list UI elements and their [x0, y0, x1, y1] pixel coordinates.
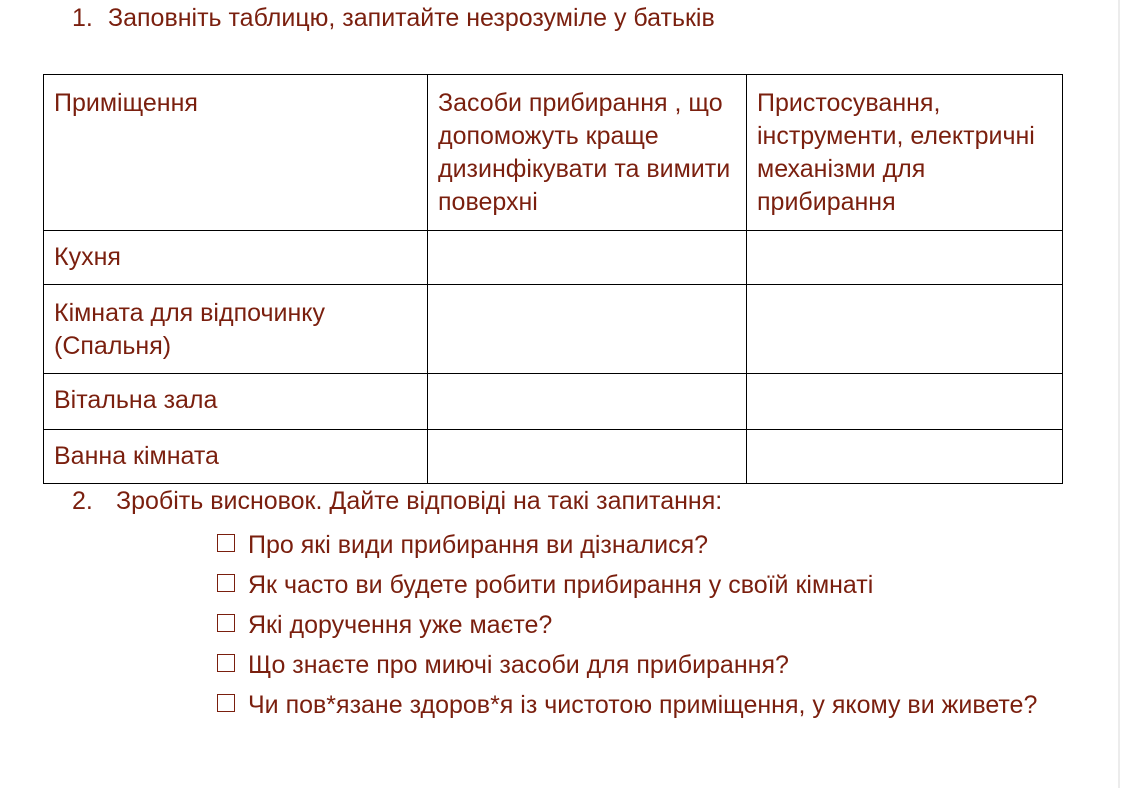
question-list — [216, 526, 1076, 726]
header-room: Приміщення — [44, 75, 428, 231]
bedroom-agents-cell[interactable] — [428, 285, 747, 374]
bathroom-agents-cell[interactable] — [428, 430, 747, 484]
question-text: Про які види прибирання ви дізналися? — [248, 531, 709, 559]
table-row — [44, 231, 1063, 285]
cleaning-table — [43, 74, 1063, 484]
room-cell-living-room: Вітальна зала — [44, 374, 428, 430]
room-cell-kitchen: Кухня — [44, 231, 428, 285]
question-text: Чи пов*язане здоров*я із чистотою приміщення, у якому ви живете? — [248, 691, 1038, 719]
room-cell-bedroom: Кімната для відпочинку (Спальня) — [44, 285, 428, 374]
checkbox-icon[interactable] — [217, 654, 235, 672]
table-row — [44, 285, 1063, 374]
checkbox-icon[interactable] — [217, 574, 235, 592]
kitchen-agents-cell[interactable] — [428, 231, 747, 285]
checkbox-icon[interactable] — [217, 614, 235, 632]
list-item — [216, 606, 1076, 644]
task-2-text: Зробіть висновок. Дайте відповіді на такі запитання: — [116, 487, 723, 515]
living-room-agents-cell[interactable] — [428, 374, 747, 430]
task-1-number: 1. — [72, 4, 93, 32]
checkbox-icon[interactable] — [217, 534, 235, 552]
question-text: Які доручення уже маєте? — [248, 611, 553, 639]
list-item — [216, 566, 1076, 604]
table-row — [44, 430, 1063, 484]
page-edge-divider — [1118, 0, 1120, 788]
bedroom-tools-cell[interactable] — [747, 285, 1063, 374]
task-2-heading — [72, 486, 722, 516]
header-cleaning-agents: Засоби прибирання , що допоможуть краще дизинфікувати та вимити поверхні — [428, 75, 747, 231]
list-item — [216, 526, 1076, 564]
room-cell-bathroom: Ванна кімната — [44, 430, 428, 484]
table-header-row — [44, 75, 1063, 231]
task-1-heading — [72, 3, 715, 33]
question-text: Як часто ви будете робити прибирання у своїй кімнаті — [248, 571, 874, 599]
table-row — [44, 374, 1063, 430]
list-item — [216, 686, 1076, 724]
living-room-tools-cell[interactable] — [747, 374, 1063, 430]
header-tools: Пристосування, інструменти, електричні механізми для прибирання — [747, 75, 1063, 231]
checkbox-icon[interactable] — [217, 694, 235, 712]
bathroom-tools-cell[interactable] — [747, 430, 1063, 484]
list-item — [216, 646, 1076, 684]
kitchen-tools-cell[interactable] — [747, 231, 1063, 285]
question-text: Що знаєте про миючі засоби для прибирання? — [248, 651, 789, 679]
task-1-text: Заповніть таблицю, запитайте незрозуміле у батьків — [108, 4, 715, 32]
task-2-number: 2. — [72, 487, 93, 515]
